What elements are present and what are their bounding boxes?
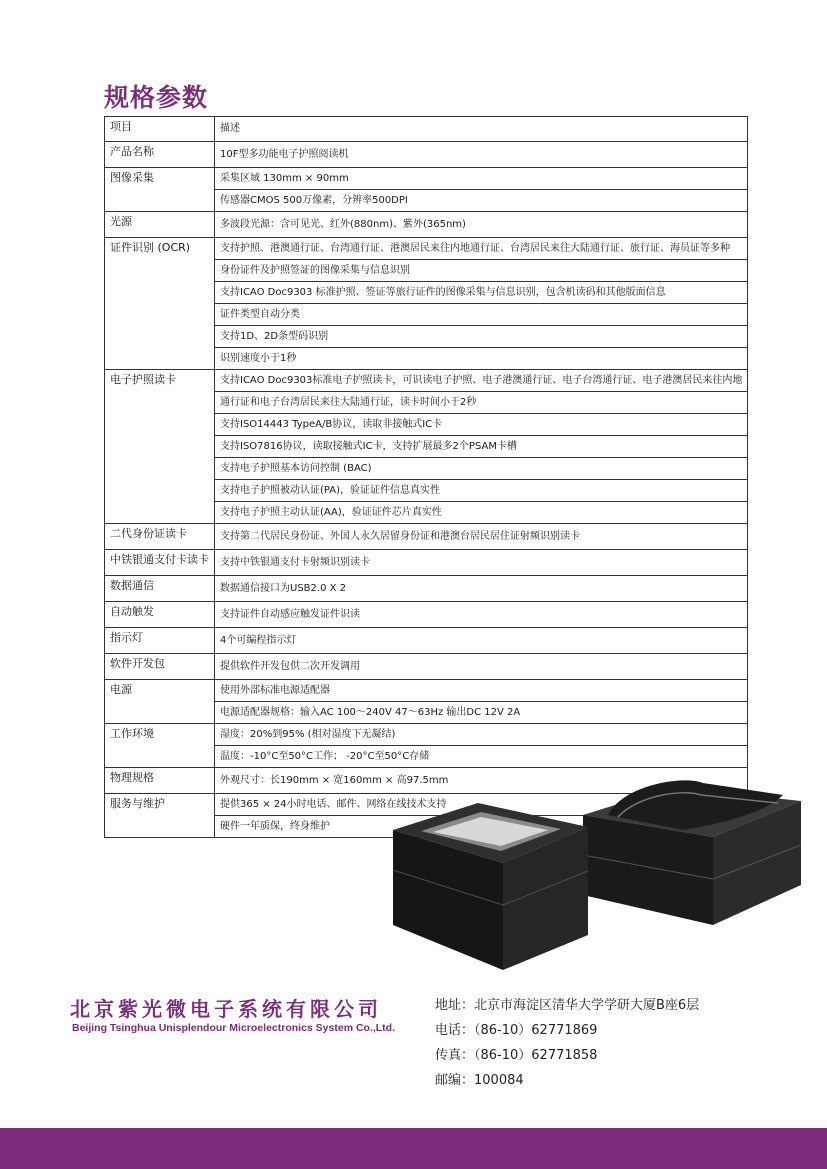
contact-postcode: 邮编：100084: [435, 1073, 524, 1088]
spec-item-label: 软件开发包: [105, 654, 215, 680]
spec-description: 支持电子护照被动认证(PA)，验证证件信息真实性: [215, 480, 748, 502]
spec-description: 数据通信接口为USB2.0 X 2: [215, 576, 748, 602]
spec-description: 证件类型自动分类: [215, 304, 748, 326]
contact-address: 地址：北京市海淀区清华大学学研大厦B座6层: [435, 998, 700, 1013]
company-name-en: Beijing Tsinghua Unisplendour Microelectronics System Co.,Ltd.: [72, 1022, 396, 1034]
spec-description: 支持1D、2D条型码识别: [215, 326, 748, 348]
spec-description: 提供软件开发包供二次开发调用: [215, 654, 748, 680]
spec-item-label: 证件识别 (OCR): [105, 238, 215, 370]
company-name-cn: 北京紫光微电子系统有限公司: [70, 997, 382, 1021]
table-row: [105, 654, 748, 680]
table-header-desc: 描述: [215, 117, 748, 142]
table-row: [105, 550, 748, 576]
spec-table: [104, 116, 748, 838]
spec-item-label: 光源: [105, 212, 215, 238]
spec-description: 识别速度小于1秒: [215, 348, 748, 370]
spec-description: 提供365 × 24小时电话、邮件、网络在线技术支持: [215, 794, 748, 816]
table-row: [105, 680, 748, 702]
spec-description: 硬件一年质保，终身维护: [215, 816, 748, 838]
spec-description: 支持电子护照基本访问控制 (BAC): [215, 458, 748, 480]
table-row: [105, 142, 748, 168]
spec-description: 支持ICAO Doc9303标准电子护照读卡，可识读电子护照、电子港澳通行证、电子台湾通行证、电子港澳居民来往内地: [215, 370, 748, 392]
table-row: [105, 238, 748, 260]
spec-item-label: 电子护照读卡: [105, 370, 215, 524]
spec-description: 支持ISO14443 TypeA/B协议，读取非接触式IC卡: [215, 414, 748, 436]
spec-description: 多波段光源：含可见光、红外(880nm)、紫外(365nm): [215, 212, 748, 238]
contact-fax: 传真：（86-10）62771858: [435, 1048, 598, 1063]
spec-description: 身份证件及护照签証的图像采集与信息识别: [215, 260, 748, 282]
spec-description: 4个可编程指示灯: [215, 628, 748, 654]
spec-item-label: 电源: [105, 680, 215, 724]
table-row: [105, 212, 748, 238]
spec-description: 湿度：20%到95% (相对湿度下无凝结): [215, 724, 748, 746]
spec-description: 支持中铁银通支付卡射频识别读卡: [215, 550, 748, 576]
passport-reader-swipe-image: [583, 780, 801, 925]
table-header-row: [105, 117, 748, 142]
spec-description: 10F型多功能电子护照阅读机: [215, 142, 748, 168]
contact-block: [435, 993, 699, 1093]
spec-description: 传感器CMOS 500万像素，分辨率500DPI: [215, 190, 748, 212]
table-row: [105, 628, 748, 654]
passport-reader-flatbed-image: [393, 803, 588, 970]
table-row: [105, 602, 748, 628]
spec-description: 支持护照、港澳通行证、台湾通行证、港澳居民来往内地通行证、台湾居民来往大陆通行证、旅行证、海员证等多种: [215, 238, 748, 260]
spec-item-label: 物理规格: [105, 768, 215, 794]
table-row: [105, 168, 748, 190]
spec-item-label: 自动触发: [105, 602, 215, 628]
spec-item-label: 工作环境: [105, 724, 215, 768]
product-image: [383, 775, 803, 970]
spec-item-label: 指示灯: [105, 628, 215, 654]
spec-description: 采集区域 130mm × 90mm: [215, 168, 748, 190]
spec-description: 使用外部标准电源适配器: [215, 680, 748, 702]
table-row: [105, 524, 748, 550]
page-title: 规格参数: [104, 83, 209, 112]
footer-bar: [0, 1128, 827, 1169]
table-row: [105, 724, 748, 746]
spec-description: 外观尺寸：长190mm × 宽160mm × 高97.5mm: [215, 768, 748, 794]
spec-description: 温度：-10°C至50°C工作； -20°C至50°C存储: [215, 746, 748, 768]
spec-description: 支持ISO7816协议，读取接触式IC卡，支持扩展最多2个PSAM卡槽: [215, 436, 748, 458]
spec-item-label: 中铁银通支付卡读卡: [105, 550, 215, 576]
contact-phone: 电话：（86-10）62771869: [435, 1023, 598, 1038]
spec-description: 支持证件自动感应触发证件识读: [215, 602, 748, 628]
table-row: [105, 576, 748, 602]
spec-description: 支持ICAO Doc9303 标准护照、签证等旅行证件的图像采集与信息识别，包含机读码和其他版面信息: [215, 282, 748, 304]
spec-description: 电源适配器规格：输入AC 100～240V 47～63Hz 输出DC 12V 2A: [215, 702, 748, 724]
spec-item-label: 产品名称: [105, 142, 215, 168]
spec-table-body: [105, 117, 748, 838]
spec-item-label: 二代身份证读卡: [105, 524, 215, 550]
spec-description: 支持第二代居民身份证、外国人永久居留身份证和港澳台居民居住证射频识别读卡: [215, 524, 748, 550]
spec-item-label: 数据通信: [105, 576, 215, 602]
table-header-item: 项目: [105, 117, 215, 142]
spec-item-label: 服务与维护: [105, 794, 215, 838]
spec-description: 支持电子护照主动认证(AA)，验证证件芯片真实性: [215, 502, 748, 524]
spec-item-label: 图像采集: [105, 168, 215, 212]
spec-description: 通行证和电子台湾居民来往大陆通行证，读卡时间小于2秒: [215, 392, 748, 414]
table-row: [105, 370, 748, 392]
